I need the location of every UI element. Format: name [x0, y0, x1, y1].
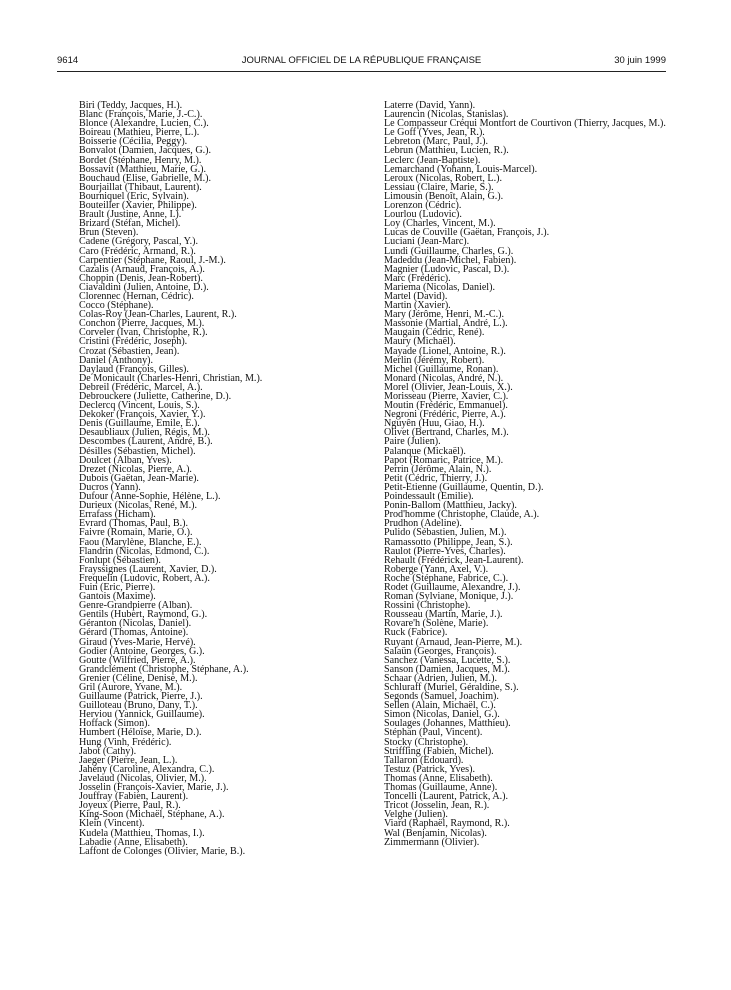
- name-entry: Clorennec (Hernan, Cédric).: [79, 290, 194, 302]
- name-entry: Raulot (Pierre-Yves, Charles).: [384, 545, 506, 557]
- name-entry: Crozat (Sébastien, Jean).: [79, 345, 180, 357]
- name-entry: Kudela (Matthieu, Thomas, I.).: [79, 827, 205, 839]
- name-entry: King-Soon (Michaël, Stéphane, A.).: [79, 809, 225, 821]
- name-entry: Paire (Julien).: [384, 436, 441, 448]
- name-entry: Bonvalot (Damien, Jacques, G.).: [79, 145, 212, 157]
- name-entry: Hoffack (Simon).: [79, 718, 151, 730]
- name-entry: Le Goff (Yves, Jean, R.).: [384, 127, 485, 139]
- name-entry: Ducros (Yann).: [79, 481, 141, 493]
- name-entry: Lucas de Couville (Gaëtan, François, J.).: [384, 227, 550, 239]
- name-entry: Sanson (Damien, Jacques, M.).: [384, 663, 510, 675]
- name-entry: Michel (Guillaume, Ronan).: [384, 363, 499, 375]
- name-entry: Fuin (Eric, Pierre).: [79, 581, 156, 593]
- name-entry: Loy (Charles, Vincent, M.).: [384, 218, 496, 230]
- name-entry: Conchon (Pierre, Jacques, M.).: [79, 318, 205, 330]
- name-entry: Gantois (Maxime).: [79, 591, 156, 603]
- name-entry: Dubois (Gaëtan, Jean-Marie).: [79, 472, 199, 484]
- name-entry: Petit-Etienne (Guillaume, Quentin, D.).: [384, 481, 544, 493]
- name-entry: Ramassotto (Philippe, Jean, S.).: [384, 536, 513, 548]
- name-entry: Cocco (Stéphane).: [79, 300, 154, 312]
- name-entry: Lebreton (Marc, Paul, J.).: [384, 136, 488, 148]
- name-entry: Brault (Justine, Anne, I.).: [79, 209, 182, 221]
- name-entry: Martel (David).: [384, 290, 448, 302]
- name-entry: Désilles (Sébastien, Michel).: [79, 445, 196, 457]
- name-entry: Lorenzon (Cédric).: [384, 200, 462, 212]
- name-entry: Grenier (Céline, Denise, M.).: [79, 672, 198, 684]
- name-entry: Brizard (Stéfan, Michel).: [79, 218, 181, 230]
- name-entry: Tricot (Josselin, Jean, R.).: [384, 800, 490, 812]
- name-entry: Lundi (Guillaume, Charles, G.).: [384, 245, 514, 257]
- name-entry: Klein (Vincent).: [79, 818, 145, 830]
- name-entry: Ponin-Ballom (Matthieu, Jacky).: [384, 500, 517, 512]
- name-entry: Lourlou (Ludovic).: [384, 209, 462, 221]
- name-entry: Humbert (Héloïse, Marie, D.).: [79, 727, 202, 739]
- name-entry: Velghe (Julien).: [384, 809, 448, 821]
- name-entry: Laterre (David, Yann).: [384, 100, 476, 111]
- name-entry: Ruck (Fabrice).: [384, 627, 448, 639]
- name-entry: Poindessault (Emilie).: [384, 491, 474, 503]
- name-entry: Morel (Olivier, Jean-Louis, X.).: [384, 381, 513, 393]
- name-entry: Daniel (Anthony).: [79, 354, 154, 366]
- right-name-column: [384, 101, 667, 847]
- name-entry: Jaeger (Pierre, Jean, L.).: [79, 754, 178, 766]
- name-entry: Hung (Vinh, Frédéric).: [79, 736, 172, 748]
- name-entry: Stocky (Christophe).: [384, 736, 469, 748]
- name-entry: Blanc (François, Marie, J.-C.).: [79, 109, 203, 121]
- name-entry: Gril (Aurore, Yvane, M.).: [79, 682, 183, 693]
- page-header: [57, 55, 666, 71]
- name-entry: Goutte (Wilfried, Pierre, A.).: [79, 654, 196, 666]
- name-entry: Durieux (Nicolas, René, M.).: [79, 500, 198, 512]
- name-entry: Nguyên (Huu, Giao, H.).: [384, 418, 485, 430]
- name-entry: Prod'homme (Christophe, Claude, A.).: [384, 509, 540, 521]
- name-entry: Rousseau (Martin, Marie, J.).: [384, 609, 503, 621]
- name-entry: Desaubliaux (Julien, Régis, M.).: [79, 427, 210, 439]
- name-entry: Frequelin (Ludovic, Robert, A.).: [79, 572, 210, 584]
- name-entry: Luciani (Jean-Marc).: [384, 236, 470, 248]
- name-entry: Leclerc (Jean-Baptiste).: [384, 154, 481, 166]
- name-entry: Segonds (Samuel, Joachim).: [384, 691, 499, 703]
- name-entry: Errafass (Hicham).: [79, 509, 156, 521]
- name-entry: Roman (Sylviane, Monique, J.).: [384, 591, 514, 603]
- name-entry: Dekoker (François, Xavier, Y.).: [79, 409, 206, 421]
- name-entry: Marc (Frédéric).: [384, 272, 451, 284]
- name-entry: Massonie (Martial, André, L.).: [384, 318, 508, 330]
- name-entry: Rodet (Guillaume, Alexandre, J.).: [384, 581, 521, 593]
- name-entry: Labadie (Anne, Elisabeth).: [79, 836, 188, 848]
- name-entry: Laurencin (Nicolas, Stanislas).: [384, 109, 509, 121]
- name-entry: Striffling (Fabien, Michel).: [384, 745, 494, 757]
- name-entry: Bourniquel (Eric, Sylvain).: [79, 190, 189, 202]
- page-number: 9614: [57, 55, 79, 66]
- name-entry: Guilloteau (Bruno, Dany, T.).: [79, 700, 198, 712]
- name-entry: Salaün (Georges, François).: [384, 645, 497, 657]
- name-entry: Negroni (Frédéric, Pierre, A.).: [384, 409, 506, 421]
- name-entry: Guillaume (Patrick, Pierre, J.).: [79, 691, 203, 703]
- name-entry: Josselin (François-Xavier, Marie, J.).: [79, 782, 229, 794]
- name-entry: Ciavaldini (Julien, Antoine, D.).: [79, 281, 209, 293]
- name-entry: Cazalis (Arnaud, François, A.).: [79, 263, 205, 275]
- name-entry: Corveler (Ivan, Christophe, R.).: [79, 327, 208, 339]
- name-entry: Biri (Teddy, Jacques, H.).: [79, 100, 183, 111]
- name-entry: Madeddu (Jean-Michel, Fabien).: [384, 254, 517, 266]
- name-entry: Rossini (Christophe).: [384, 600, 471, 612]
- name-entry: Lebrun (Matthieu, Lucien, R.).: [384, 145, 509, 157]
- name-entry: Olivet (Bertrand, Charles, M.).: [384, 427, 509, 439]
- name-entry: Géranton (Nicolas, Daniel).: [79, 618, 192, 630]
- name-entry: Cristini (Frédéric, Joseph).: [79, 336, 188, 348]
- name-entry: Limousin (Benoît, Alain, G.).: [384, 190, 504, 202]
- name-entry: Monard (Nicolas, André, N.).: [384, 372, 504, 384]
- name-entry: Ruyant (Arnaud, Jean-Pierre, M.).: [384, 636, 523, 648]
- name-entry: Jabot (Cathy).: [79, 745, 137, 757]
- name-entry: Godier (Antoine, Georges, G.).: [79, 645, 205, 657]
- name-entry: Debreil (Frédéric, Marcel, A.).: [79, 381, 203, 393]
- name-entry: Daylaud (François, Gilles).: [79, 363, 189, 375]
- name-entry: Cadene (Grégory, Pascal, Y.).: [79, 236, 199, 248]
- name-entry: Soulages (Johannes, Matthieu).: [384, 718, 511, 730]
- name-entry: Declercq (Vincent, Louis, S.).: [79, 400, 200, 412]
- name-entry: Drezet (Nicolas, Pierre, A.).: [79, 463, 192, 475]
- name-entry: Stéphan (Paul, Vincent).: [384, 727, 483, 739]
- name-entry: Evrard (Thomas, Paul, B.).: [79, 518, 189, 530]
- name-entry: Bouchaud (Elise, Gabrielle, M.).: [79, 172, 212, 184]
- name-entry: Jouffray (Fabien, Laurent).: [79, 791, 189, 803]
- name-entry: Tallaron (Edouard).: [384, 754, 464, 766]
- name-entry: Denis (Guillaume, Emile, E.).: [79, 418, 200, 430]
- name-entry: Schluraff (Muriel, Géraldine, S.).: [384, 682, 519, 693]
- left-name-column: [79, 101, 361, 856]
- name-entry: Debrouckere (Juliette, Catherine, D.).: [79, 391, 232, 402]
- name-entry: Mayade (Lionel, Antoine, R.).: [384, 345, 506, 357]
- journal-title: JOURNAL OFFICIEL DE LA RÉPUBLIQUE FRANÇAISE: [241, 55, 482, 66]
- name-entry: Brun (Steven).: [79, 227, 139, 239]
- name-entry: Flandrin (Nicolas, Edmond, C.).: [79, 545, 210, 557]
- name-entry: Dufour (Anne-Sophie, Hélène, L.).: [79, 491, 221, 503]
- publication-date: 30 juin 1999: [614, 55, 666, 66]
- name-entry: Le Compasseur Créqui Montfort de Courtivon (Thierry, Jacques, M.).: [384, 118, 666, 130]
- name-entry: Doulcet (Alban, Yves).: [79, 454, 172, 466]
- name-entry: Petit (Cédric, Thierry, J.).: [384, 472, 488, 484]
- name-entry: Blonce (Alexandre, Lucien, C.).: [79, 118, 209, 130]
- name-entry: Frayssignes (Laurent, Xavier, D.).: [79, 563, 217, 575]
- name-entry: Giraud (Yves-Marie, Hervé).: [79, 636, 196, 648]
- name-entry: Bourjaillat (Thibaut, Laurent).: [79, 181, 202, 193]
- name-entry: Bouteiller (Xavier, Philippe).: [79, 200, 197, 212]
- name-entry: Carpentier (Stéphane, Raoul, J.-M.).: [79, 254, 226, 266]
- name-entry: Merlin (Jérémy, Robert).: [384, 354, 485, 366]
- name-entry: Martin (Xavier).: [384, 300, 451, 312]
- name-entry: Moutin (Frédéric, Emmanuel).: [384, 400, 508, 412]
- name-entry: Sanchez (Vanessa, Lucette, S.).: [384, 654, 511, 666]
- name-entry: Boisserie (Cécilia, Peggy).: [79, 136, 188, 148]
- name-entry: Palanque (Mickaël).: [384, 445, 466, 457]
- name-entry: Leroux (Nicolas, Robert, L.).: [384, 172, 503, 184]
- name-entry: Lessiau (Claire, Marie, S.).: [384, 181, 494, 193]
- name-entry: Maugain (Cédric, René).: [384, 327, 485, 339]
- name-entry: Bordet (Stéphane, Henry, M.).: [79, 154, 202, 166]
- name-entry: Choppin (Denis, Jean-Robert).: [79, 272, 203, 284]
- name-entry: Rehault (Frédérick, Jean-Laurent).: [384, 554, 524, 566]
- name-entry: Genre-Grandpierre (Alban).: [79, 600, 193, 612]
- name-entry: Jahény (Caroline, Alexandra, C.).: [79, 763, 215, 775]
- name-entry: Faivre (Romain, Marie, O.).: [79, 527, 193, 539]
- name-entry: Perrin (Jérôme, Alain, N.).: [384, 463, 492, 475]
- name-entry: Papot (Romaric, Patrice, M.).: [384, 454, 504, 466]
- name-entry: Viard (Raphaël, Raymond, R.).: [384, 818, 510, 830]
- name-entry: Thomas (Anne, Elisabeth).: [384, 772, 493, 784]
- name-entry: Boireau (Mathieu, Pierre, L.).: [79, 127, 200, 139]
- name-entry: Thomas (Guillaume, Anne).: [384, 782, 498, 794]
- name-entry: Rovare'h (Solène, Marie).: [384, 618, 489, 630]
- name-entry: Joyeux (Pierre, Paul, R.).: [79, 800, 181, 812]
- name-entry: Zimmermann (Olivier).: [384, 836, 480, 848]
- name-entry: Descombes (Laurent, André, B.).: [79, 436, 213, 448]
- name-entry: Testuz (Patrick, Yves).: [384, 763, 475, 775]
- name-entry: Gérard (Thomas, Antoine).: [79, 627, 189, 639]
- name-entry: Simon (Nicolas, Daniel, G.).: [384, 709, 500, 721]
- name-entry: Colas-Roy (Jean-Charles, Laurent, R.).: [79, 309, 237, 321]
- name-entry: Caro (Frédéric, Armand, R.).: [79, 245, 196, 257]
- name-entry: Morisseau (Pierre, Xavier, C.).: [384, 391, 509, 402]
- name-entry: Gentils (Hubert, Raymond, G.).: [79, 609, 208, 621]
- name-entry: De Monicault (Charles-Henri, Christian, M.).: [79, 372, 263, 384]
- name-entry: Lemarchand (Yohann, Louis-Marcel).: [384, 163, 538, 175]
- name-entry: Javelaud (Nicolas, Olivier, M.).: [79, 772, 207, 784]
- name-entry: Fonlupt (Sébastien).: [79, 554, 161, 566]
- name-entry: Roberge (Yann, Axel, V.).: [384, 563, 489, 575]
- name-entry: Mary (Jérôme, Henri, M.-C.).: [384, 309, 504, 321]
- header-rule: [57, 71, 666, 72]
- name-entry: Sellen (Alain, Michaël, C.).: [384, 700, 496, 712]
- name-entry: Prudhon (Adeline).: [384, 518, 462, 530]
- name-entry: Pulido (Sébastien, Julien, M.).: [384, 527, 507, 539]
- name-entry: Toncelli (Laurent, Patrick, A.).: [384, 791, 509, 803]
- name-entry: Grandclément (Christophe, Stéphane, A.).: [79, 663, 249, 675]
- name-entry: Mariema (Nicolas, Daniel).: [384, 281, 495, 293]
- name-entry: Faou (Marylène, Blanche, E.).: [79, 536, 202, 548]
- name-entry: Schaar (Adrien, Julien, M.).: [384, 672, 497, 684]
- name-entry: Magnier (Ludovic, Pascal, D.).: [384, 263, 510, 275]
- name-entry: Herviou (Yannick, Guillaume).: [79, 709, 205, 721]
- name-entry: Bossavit (Matthieu, Marie, G.).: [79, 163, 206, 175]
- name-entry: Maury (Michaël).: [384, 336, 456, 348]
- name-entry: Laffont de Colonges (Olivier, Marie, B.).: [79, 845, 246, 857]
- name-entry: Wal (Benjamin, Nicolas).: [384, 827, 487, 839]
- name-entry: Roche (Stéphane, Fabrice, C.).: [384, 572, 509, 584]
